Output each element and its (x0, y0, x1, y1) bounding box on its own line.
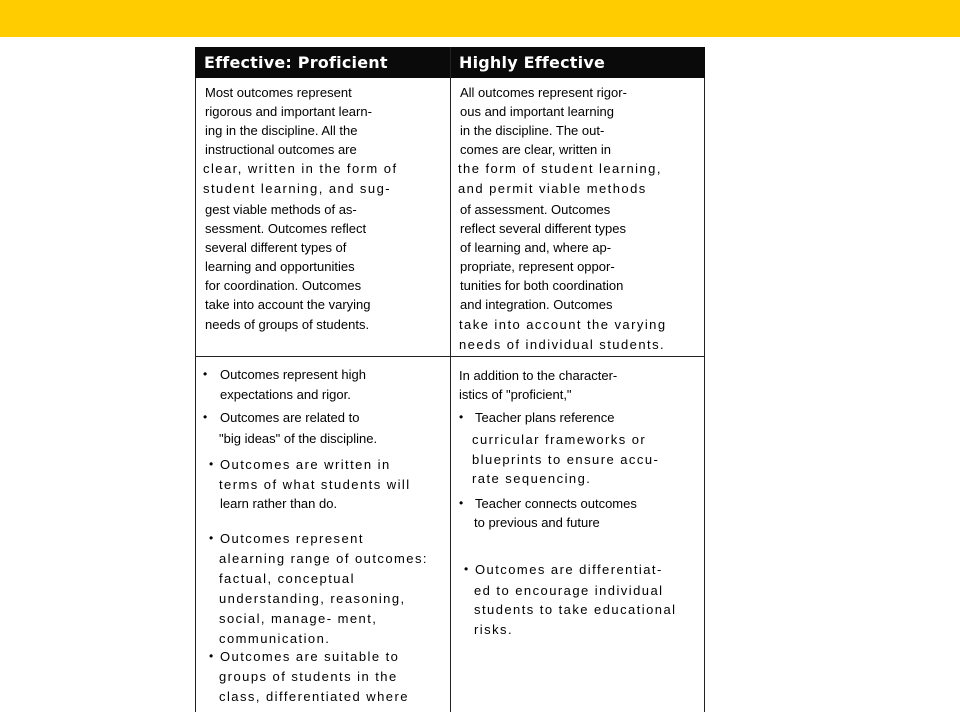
text-line: and integration. Outcomes (460, 297, 613, 312)
text-line: for coordination. Outcomes (205, 278, 362, 293)
bullet-item: Outcomes represent high (220, 367, 366, 382)
text-line: "big ideas" of the discipline. (219, 431, 378, 446)
bullet-icon: • (464, 562, 469, 576)
text-line: In addition to the character- (459, 368, 618, 383)
text-line: and permit viable methods (458, 181, 647, 196)
text-line: factual, conceptual (219, 571, 355, 586)
bullet-icon: • (203, 410, 208, 424)
text-line: rigorous and important learn- (205, 104, 372, 119)
text-line: ous and important learning (460, 104, 614, 119)
bullet-icon: • (203, 367, 208, 381)
text-line: learn rather than do. (220, 496, 338, 511)
text-line: instructional outcomes are (205, 142, 357, 157)
text-line: expectations and rigor. (220, 387, 351, 402)
text-line: students to take educational (474, 602, 677, 617)
text-line: of assessment. Outcomes (460, 202, 611, 217)
text-line: needs of groups of students. (205, 317, 370, 332)
text-line: reflect several different types (460, 221, 626, 236)
text-line: sessment. Outcomes reflect (205, 221, 367, 236)
text-line: Most outcomes represent (205, 85, 352, 100)
text-line: alearning range of outcomes: (219, 551, 428, 566)
bullet-item: Outcomes are suitable to (220, 649, 400, 664)
text-line: social, manage- ment, (219, 611, 378, 626)
header-effective-proficient: Effective: Proficient (195, 47, 451, 78)
bullet-item: Outcomes are related to (220, 410, 360, 425)
bullet-item: Teacher plans reference (475, 410, 615, 425)
text-line: class, differentiated where (219, 689, 409, 704)
text-line: comes are clear, written in (460, 142, 612, 157)
text-line: rate sequencing. (472, 471, 592, 486)
text-line: istics of "proficient," (459, 387, 572, 402)
bullet-item: Outcomes represent (220, 531, 364, 546)
bullet-icon: • (459, 410, 464, 424)
bullet-icon: • (209, 649, 214, 663)
text-line: blueprints to ensure accu- (472, 452, 660, 467)
bullet-icon: • (209, 457, 214, 471)
text-line: groups of students in the (219, 669, 398, 684)
bullet-icon: • (209, 531, 214, 545)
text-line: ing in the discipline. All the (205, 123, 358, 138)
bullet-item: Outcomes are written in (220, 457, 391, 472)
bullet-icon: • (459, 496, 464, 510)
text-line: propriate, represent oppor- (460, 259, 615, 274)
bullet-item: Teacher connects outcomes (475, 496, 637, 511)
text-line: ed to encourage individual (474, 583, 664, 598)
header-highly-effective: Highly Effective (451, 47, 705, 78)
row-divider (195, 356, 705, 357)
text-line: needs of individual students. (459, 337, 666, 352)
text-line: learning and opportunities (205, 259, 355, 274)
bullet-item: Outcomes are differentiat- (475, 562, 663, 577)
text-line: All outcomes represent rigor- (460, 85, 627, 100)
column-divider (450, 47, 451, 712)
text-line: tunities for both coordination (460, 278, 624, 293)
text-line: communication. (219, 631, 331, 646)
text-line: risks. (474, 622, 514, 637)
text-line: several different types of (205, 240, 347, 255)
text-line: of learning and, where ap- (460, 240, 612, 255)
text-line: curricular frameworks or (472, 432, 647, 447)
text-line: understanding, reasoning, (219, 591, 406, 606)
text-line: the form of student learning, (458, 161, 662, 176)
text-line: to previous and future (474, 515, 600, 530)
text-line: terms of what students will (219, 477, 411, 492)
top-accent-bar (0, 0, 960, 37)
text-line: clear, written in the form of (203, 161, 398, 176)
text-line: student learning, and sug- (203, 181, 392, 196)
text-line: take into account the varying (205, 297, 371, 312)
text-line: in the discipline. The out- (460, 123, 605, 138)
text-line: take into account the varying (459, 317, 667, 332)
text-line: gest viable methods of as- (205, 202, 357, 217)
